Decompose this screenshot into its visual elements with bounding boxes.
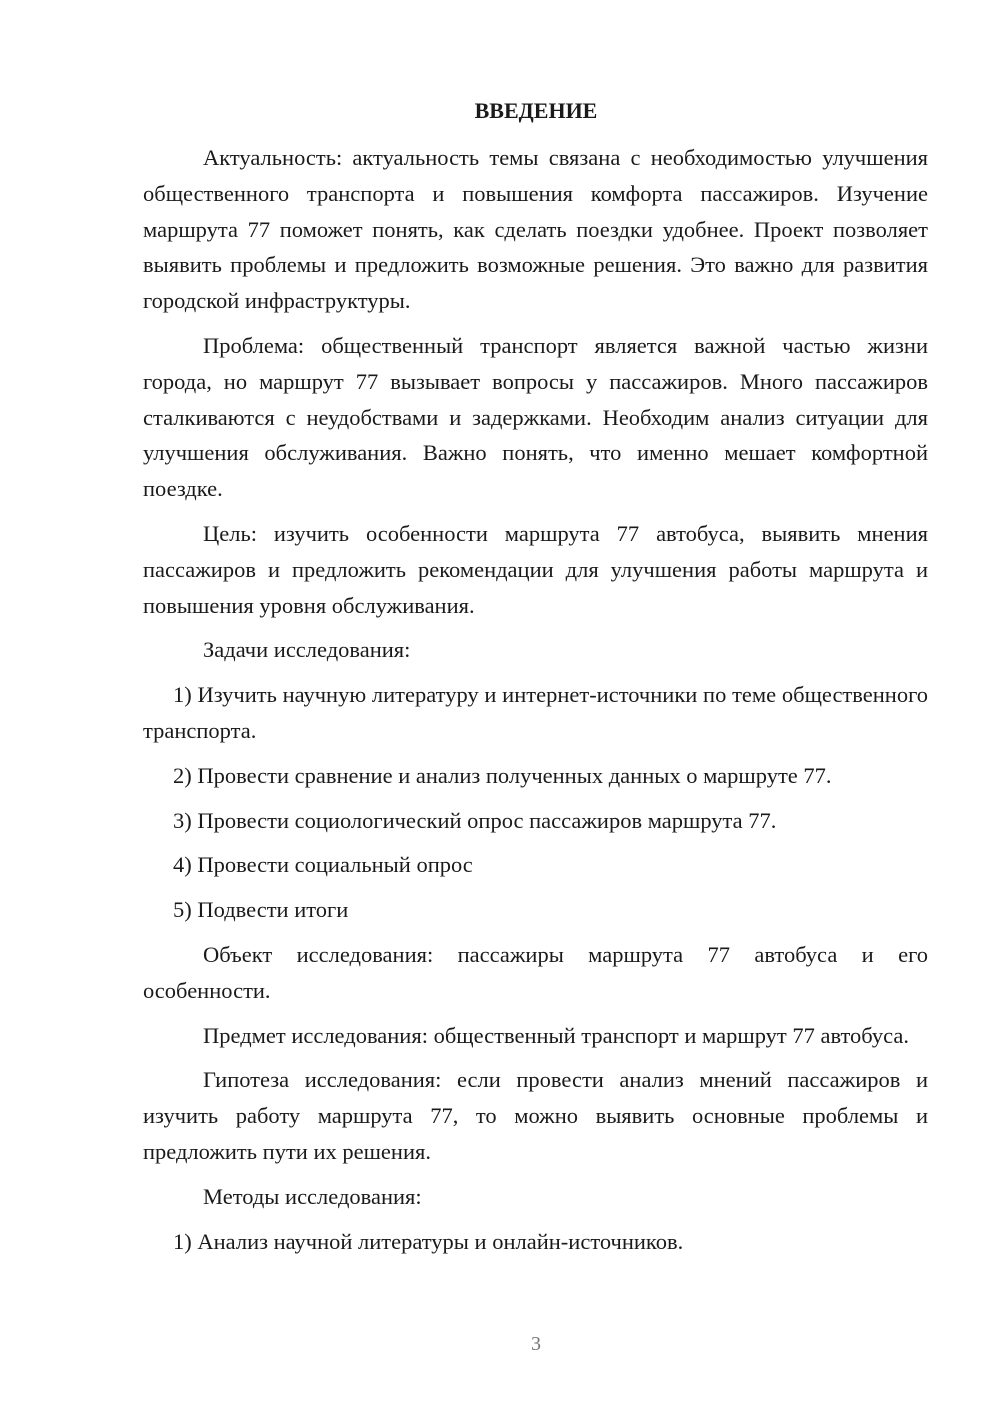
- paragraph-goal: Цель: изучить особенности маршрута 77 автобуса, выявить мнения пассажиров и предложить рекомендации для улучшения работы маршрута и повышения уровня обслуживания.: [143, 520, 928, 618]
- page-number: 3: [531, 1333, 541, 1355]
- methods-heading: Методы исследования:: [203, 1183, 422, 1209]
- paragraph-relevance: Актуальность: актуальность темы связана с необходимостью улучшения общественного транспорта и повышения комфорта пассажиров. Изучение маршрута 77 поможет понять, как сделать поездки удобнее. Проект позволяет выявить проблемы и предложить возможные решения. Это важно для развития городской инфраструктуры.: [143, 145, 928, 314]
- task-item-4: 4) Провести социальный опрос: [173, 852, 473, 878]
- task-item-3: 3) Провести социологический опрос пассажиров маршрута 77.: [173, 807, 777, 833]
- page-title: ВВЕДЕНИЕ: [474, 98, 598, 123]
- task-item-1: 1) Изучить научную литературу и интернет-источники по теме общественного транспорта.: [143, 682, 928, 743]
- task-item-5: 5) Подвести итоги: [173, 897, 349, 923]
- paragraph-subject: Предмет исследования: общественный транспорт и маршрут 77 автобуса.: [203, 1022, 910, 1048]
- document-body: [143, 140, 928, 1259]
- paragraph-problem: Проблема: общественный транспорт является важной частью жизни города, но маршрут 77 вызывает вопросы у пассажиров. Много пассажиров сталкиваются с неудобствами и задержками. Необходим анализ ситуации для улучшения обслуживания. Важно понять, что именно мешает комфортной поездке.: [143, 332, 928, 502]
- task-item-2: 2) Провести сравнение и анализ полученных данных о маршруте 77.: [173, 762, 832, 788]
- tasks-heading: Задачи исследования:: [203, 637, 411, 663]
- method-item-1: 1) Анализ научной литературы и онлайн-источников.: [173, 1228, 684, 1254]
- paragraph-hypothesis: Гипотеза исследования: если провести анализ мнений пассажиров и изучить работу маршрута 77, то можно выявить основные проблемы и предложить пути их решения.: [143, 1067, 928, 1164]
- paragraph-object: Объект исследования: пассажиры маршрута 77 автобуса и его особенности.: [143, 941, 928, 1003]
